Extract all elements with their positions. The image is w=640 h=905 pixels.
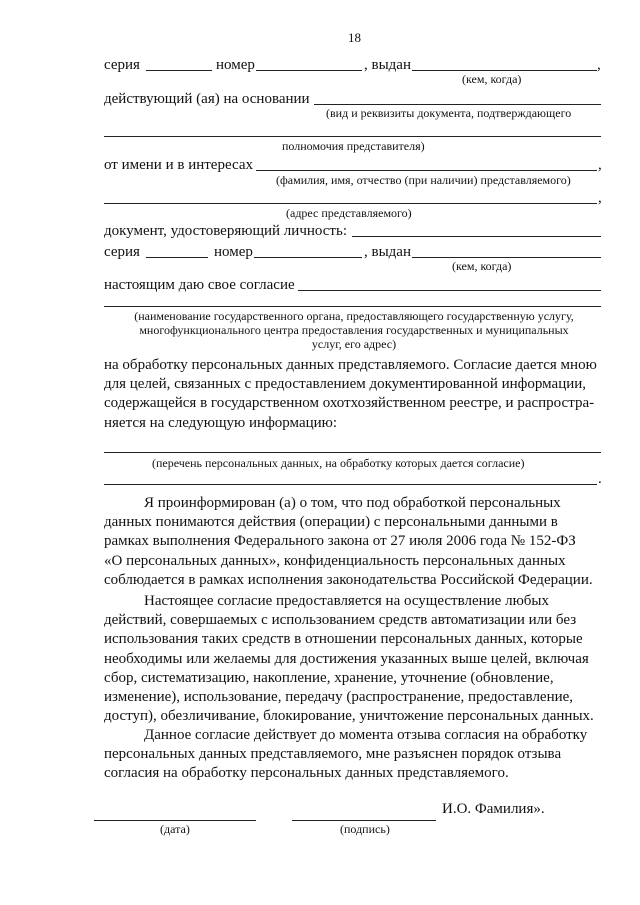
- label-series-2: серия: [104, 244, 140, 260]
- label-issued-1: , выдан: [364, 57, 411, 73]
- label-consent-given: настоящим даю свое согласие: [104, 277, 295, 293]
- label-number-1: номер: [216, 57, 255, 73]
- signature-line[interactable]: [292, 820, 436, 821]
- issued-line-1[interactable]: [412, 70, 597, 71]
- label-on-behalf: от имени и в интересах: [104, 157, 253, 173]
- caption-address: (адрес представляемого): [286, 206, 412, 220]
- personal-data-list-line-2[interactable]: [104, 484, 597, 485]
- text-line: сбор, систематизацию, накопление, хранение, уточнение (обновление,: [104, 669, 554, 686]
- personal-data-list-line[interactable]: [104, 452, 601, 453]
- date-line[interactable]: [94, 820, 256, 821]
- signature-name: И.О. Фамилия».: [442, 801, 545, 817]
- period-1: .: [598, 471, 602, 487]
- label-series-1: серия: [104, 57, 140, 73]
- comma-1: ,: [597, 57, 601, 73]
- address-line[interactable]: [104, 203, 597, 204]
- caption-date: (дата): [160, 822, 190, 836]
- text-line: Настоящее согласие предоставляется на осуществление любых: [144, 593, 549, 609]
- identity-doc-line[interactable]: [352, 236, 601, 237]
- text-line: рамках выполнения Федерального закона от 27 июля 2006 года № 152-ФЗ: [104, 533, 576, 550]
- text-line: необходимы или желаемы для достижения указанных выше целей, включая: [104, 650, 589, 667]
- text-line: данных понимаются действия (операции) с персональными данными в: [104, 514, 558, 531]
- consent-given-line[interactable]: [298, 290, 601, 291]
- text-line: Данное согласие действует до момента отзыва согласия на обработку: [144, 727, 588, 743]
- org-line[interactable]: [104, 306, 601, 307]
- text-line: Я проинформирован (а) о том, что под обработкой персональных: [144, 495, 561, 511]
- doc-details-line-2[interactable]: [104, 136, 601, 137]
- text-line: содержащейся в государственном охотхозяйственном реестре, и распростра-: [104, 395, 595, 412]
- page-number: 18: [348, 30, 361, 45]
- text-line: соблюдается в рамках исполнения законодательства Российской Федерации.: [104, 571, 593, 588]
- on-behalf-line[interactable]: [256, 170, 597, 171]
- paragraph-scope: [104, 592, 604, 726]
- text-line: действий, совершаемых с использованием средств автоматизации или без: [104, 612, 577, 629]
- caption-who-when-2: (кем, когда): [452, 259, 512, 273]
- paragraph-processing: [104, 356, 604, 433]
- text-line: «О персональных данных», конфиденциальность персональных данных: [104, 552, 566, 569]
- number-line-1[interactable]: [256, 70, 362, 71]
- comma-2: ,: [598, 157, 602, 173]
- text-line: доступ), обезличивание, блокирование, уничтожение персональных данных.: [104, 708, 594, 725]
- caption-org-line-1: (наименование государственного органа, предоставляющего государственную услугу,: [134, 309, 574, 323]
- caption-org-line-3: услуг, его адрес): [311, 337, 397, 351]
- label-identity-doc: документ, удостоверяющий личность:: [104, 223, 347, 239]
- label-number-2: номер: [214, 244, 253, 260]
- label-acting-basis: действующий (ая) на основании: [104, 91, 310, 107]
- paragraph-informed: [104, 494, 604, 590]
- number-line-2[interactable]: [254, 257, 362, 258]
- caption-rep-authority: полномочия представителя): [282, 139, 425, 153]
- text-line: изменение), использование, передачу (распространение, предоставление,: [104, 689, 574, 706]
- caption-who-when-1: (кем, когда): [462, 72, 522, 86]
- text-line: няется на следующую информацию:: [104, 414, 338, 431]
- caption-org-line-2: многофункционального центра предоставления государственных и муниципальных: [139, 323, 569, 337]
- issued-line-2[interactable]: [412, 257, 601, 258]
- caption-fio-represented: (фамилия, имя, отчество (при наличии) представляемого): [276, 173, 571, 187]
- caption-doc-details: (вид и реквизиты документа, подтверждающего: [326, 106, 572, 120]
- text-line: персональных данных представляемого, мне разъяснен порядок отзыва: [104, 746, 562, 763]
- comma-3: ,: [598, 190, 602, 206]
- label-issued-2: , выдан: [364, 244, 411, 260]
- caption-signature: (подпись): [340, 822, 390, 836]
- acting-basis-line[interactable]: [314, 104, 601, 105]
- text-line: на обработку персональных данных представляемого. Согласие дается мною: [104, 357, 597, 373]
- text-line: использования таких средств в отношении персональных данных, которые: [104, 631, 583, 648]
- text-line: для целей, связанных с предоставлением документированной информации,: [104, 376, 587, 393]
- caption-org: [104, 309, 604, 351]
- series-line-2[interactable]: [146, 257, 208, 258]
- series-line-1[interactable]: [146, 70, 212, 71]
- paragraph-validity: [104, 726, 604, 784]
- caption-personal-data-list: (перечень персональных данных, на обработку которых дается согласие): [152, 456, 525, 470]
- text-line: согласия на обработку персональных данных представляемого.: [104, 765, 509, 782]
